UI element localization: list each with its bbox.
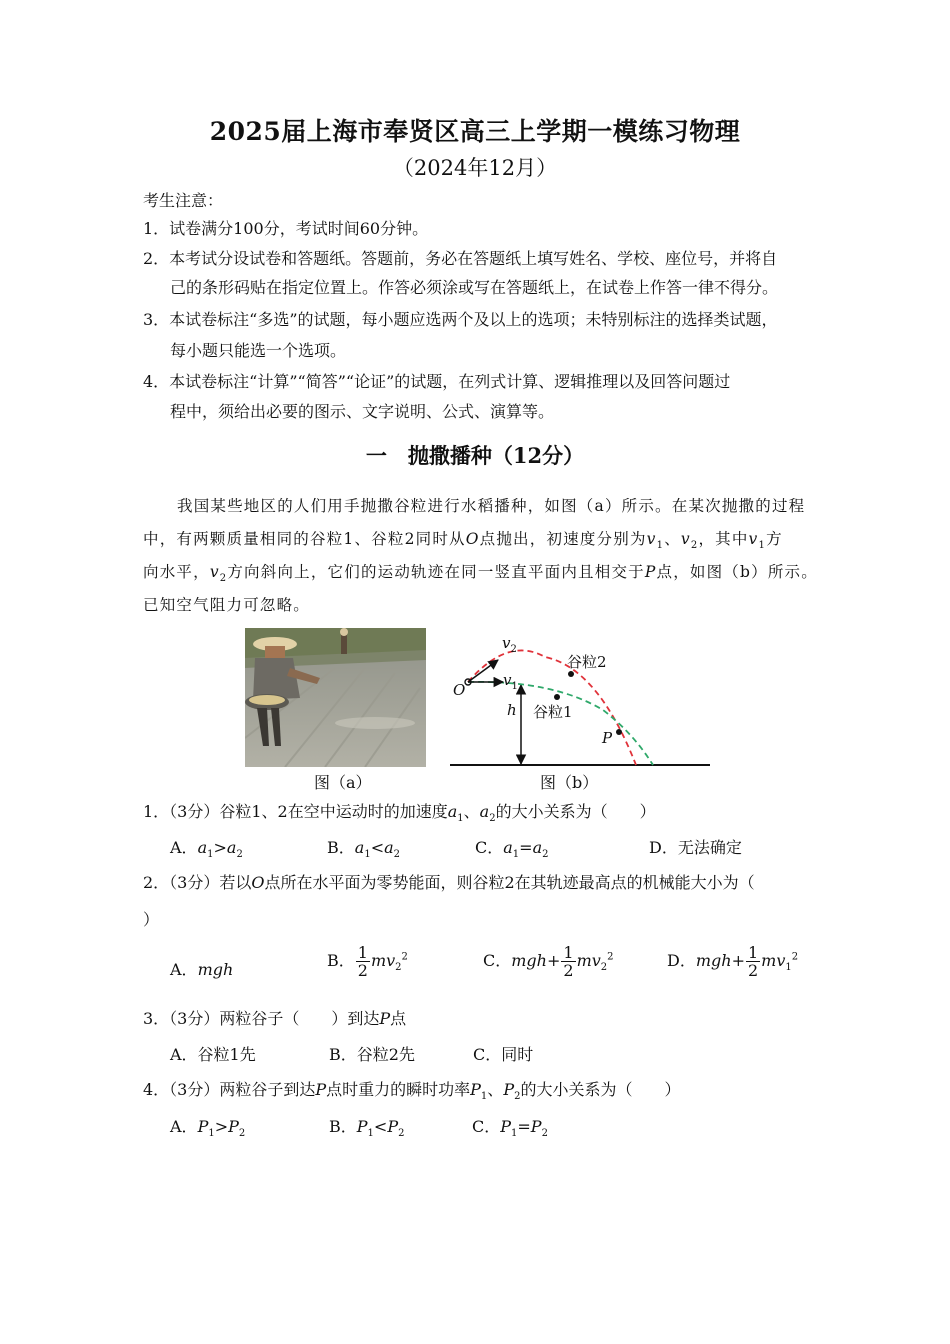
passage-line-4: 已知空气阻力可忽略。	[143, 596, 311, 614]
question-2-stem-end: ）	[143, 910, 160, 929]
passage-line-3: 向水平，$v_2$方向斜向上，它们的运动轨迹在同一竖直平面内且相交于P点，如图（b）所示。	[143, 563, 818, 585]
passage-line-1: 我国某些地区的人们用手抛撒谷粒进行水稻播种，如图（a）所示。在某次抛撒的过程	[177, 497, 806, 515]
notice-item-2-cont: 己的条形码贴在指定位置上。作答必须涂或写在答题纸上，在试卷上作答一律不得分。	[170, 278, 779, 297]
notice-item-1: 1．试卷满分100分，考试时间60分钟。	[143, 219, 429, 238]
question-2-stem: 2．（3分）若以O点所在水平面为零势能面，则谷粒2在其轨迹最高点的机械能大小为（	[143, 873, 755, 892]
q2-option-d[interactable]: D．mgh+ $\frac{1}{2}$ $mv_1^2$	[667, 943, 799, 980]
grain-1-dot	[554, 694, 560, 700]
notice-heading: 考生注意：	[143, 191, 224, 210]
label-O: O	[453, 681, 466, 699]
passage-line-2: 中，有两颗质量相同的谷粒1、谷粒2同时从O点抛出，初速度分别为$v_1$、$v_2$，其中$v_1$方	[143, 530, 783, 552]
fraction-half: $\frac{1}{2}$	[357, 943, 368, 980]
notice-item-4-cont: 程中，须给出必要的图示、文字说明、公式、演算等。	[170, 402, 555, 421]
notice-item-3-cont: 每小题只能选一个选项。	[170, 341, 347, 360]
label-grain-2: 谷粒2	[567, 653, 607, 671]
notice-item-3: 3．本试卷标注“多选”的试题，每小题应选两个及以上的选项；未特别标注的选择类试题，	[143, 310, 778, 329]
trajectory-grain-1	[468, 682, 653, 765]
q3-option-a[interactable]: A．谷粒1先	[170, 1045, 256, 1064]
label-v1: $v_1$	[503, 671, 518, 692]
q1-option-b[interactable]: B．$a_1<a_2$	[327, 838, 401, 861]
q1-option-a[interactable]: A．$a_1>a_2$	[170, 838, 243, 861]
exam-date: （2024年12月）	[392, 156, 558, 180]
q1-option-c[interactable]: C．$a_1=a_2$	[475, 838, 549, 861]
fraction-half: $\frac{1}{2}$	[563, 943, 574, 980]
question-3-stem: 3．（3分）两粒谷子（ ）到达P点	[143, 1009, 407, 1028]
notice-item-2: 2．本考试分设试卷和答题纸。答题前，务必在答题纸上填写姓名、学校、座位号，并将自	[143, 249, 778, 268]
section-heading: 一 抛撒播种（12分）	[365, 443, 585, 468]
farmer-sowing-illustration	[245, 628, 426, 767]
q3-option-c[interactable]: C．同时	[473, 1045, 534, 1064]
notice-item-4: 4．本试卷标注“计算”“简答”“论证”的试题，在列式计算、逻辑推理以及回答问题过	[143, 372, 731, 391]
caption-figure-a: 图（a）	[314, 773, 372, 792]
point-P	[616, 729, 622, 735]
q4-option-a[interactable]: A．$P_1>P_2$	[170, 1117, 246, 1140]
label-P: P	[602, 729, 613, 747]
question-4-stem: 4．（3分）两粒谷子到达P点时重力的瞬时功率$P_1$、$P_2$的大小关系为（ ）	[143, 1080, 681, 1103]
question-1-stem: 1．（3分）谷粒1、2在空中运动时的加速度$a_1$、$a_2$的大小关系为（ ）	[143, 802, 656, 825]
q4-option-b[interactable]: B．$P_1<P_2$	[329, 1117, 405, 1140]
page-title: 2025届上海市奉贤区高三上学期一模练习物理	[209, 117, 741, 146]
caption-figure-b: 图（b）	[540, 773, 599, 792]
trajectory-diagram	[448, 628, 713, 770]
q2-option-c[interactable]: C．mgh+ $\frac{1}{2}$ $mv_2^2$	[483, 943, 614, 980]
q3-option-b[interactable]: B．谷粒2先	[329, 1045, 415, 1064]
v2-arrow	[468, 660, 498, 682]
label-h: h	[507, 701, 517, 719]
fraction-half: $\frac{1}{2}$	[747, 943, 759, 980]
figure-a-photo	[245, 628, 426, 767]
q4-option-c[interactable]: C．$P_1=P_2$	[472, 1117, 548, 1140]
label-grain-1: 谷粒1	[533, 703, 573, 721]
label-v2: $v_2$	[502, 634, 517, 655]
q1-option-d[interactable]: D．无法确定	[649, 838, 742, 857]
q2-option-b[interactable]: B． $\frac{1}{2}$ $mv_2^2$	[327, 943, 408, 980]
figure-b-diagram	[448, 628, 713, 770]
q2-option-a[interactable]: A．mgh	[170, 960, 234, 979]
